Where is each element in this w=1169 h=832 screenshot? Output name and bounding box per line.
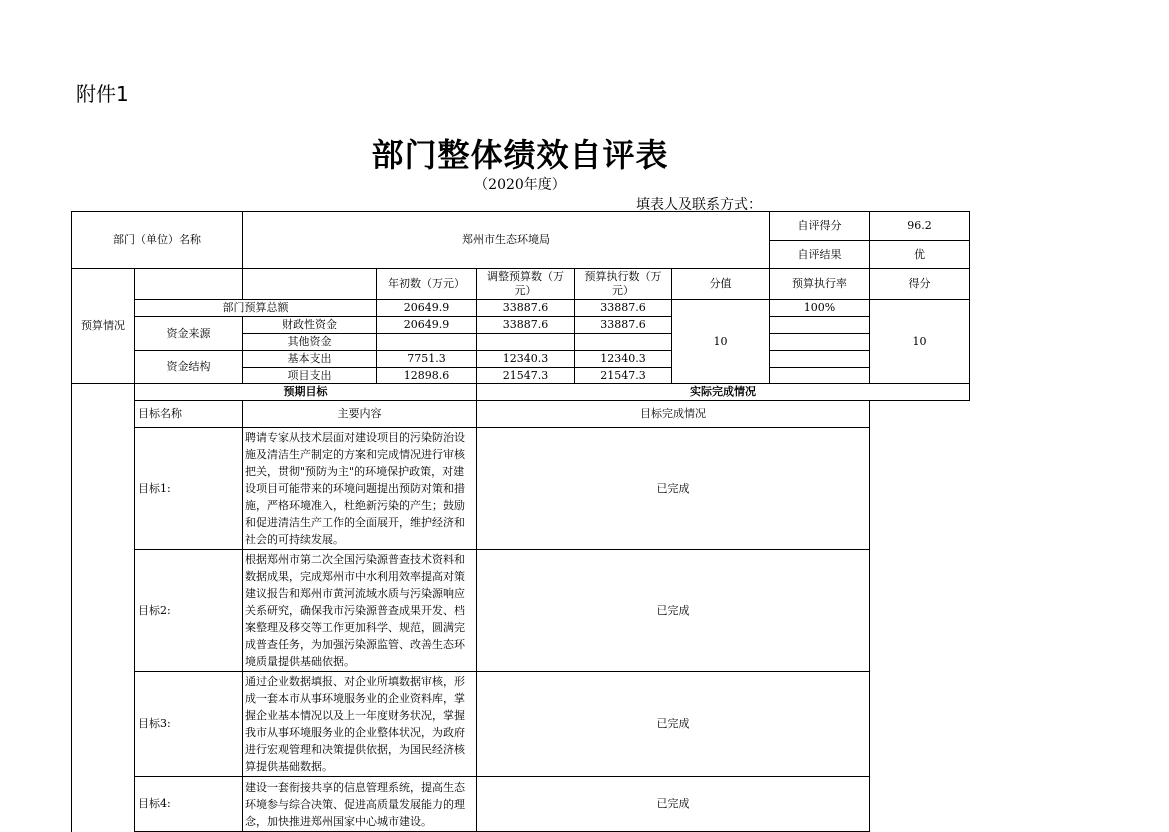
budget-points-value: 10 bbox=[672, 300, 770, 384]
blank-cell bbox=[770, 317, 870, 334]
blank-cell bbox=[135, 269, 243, 300]
blank-cell bbox=[377, 334, 477, 351]
fiscal-adjusted: 33887.6 bbox=[477, 317, 575, 334]
project-adjusted: 21547.3 bbox=[477, 368, 575, 384]
blank-cell bbox=[770, 351, 870, 368]
target-status-header: 目标完成情况 bbox=[477, 401, 870, 428]
target-row bbox=[72, 672, 970, 777]
self-score-label: 自评得分 bbox=[770, 212, 870, 241]
header-executed: 预算执行数（万元） bbox=[575, 269, 672, 300]
project-expense-label: 项目支出 bbox=[243, 368, 377, 384]
basic-expense-label: 基本支出 bbox=[243, 351, 377, 368]
self-result-value: 优 bbox=[870, 241, 970, 269]
expected-targets-label: 预期目标 bbox=[135, 384, 477, 401]
target-name: 目标2: bbox=[135, 550, 243, 672]
target-status: 已完成 bbox=[477, 428, 870, 550]
self-evaluation-table bbox=[71, 211, 970, 832]
fund-source-label: 资金来源 bbox=[135, 317, 243, 351]
fund-structure-label: 资金结构 bbox=[135, 351, 243, 384]
header-points: 分值 bbox=[672, 269, 770, 300]
filler-contact-label: 填表人及联系方式： bbox=[636, 197, 762, 213]
target-row bbox=[72, 550, 970, 672]
fiscal-initial: 20649.9 bbox=[377, 317, 477, 334]
self-score-value: 96.2 bbox=[870, 212, 970, 241]
target-status: 已完成 bbox=[477, 550, 870, 672]
project-executed: 21547.3 bbox=[575, 368, 672, 384]
target-row bbox=[72, 428, 970, 550]
total-budget-label: 部门预算总额 bbox=[135, 300, 377, 317]
target-name: 目标4: bbox=[135, 777, 243, 832]
year-subtitle: （2020年度） bbox=[474, 177, 566, 193]
fiscal-executed: 33887.6 bbox=[575, 317, 672, 334]
total-executed: 33887.6 bbox=[575, 300, 672, 317]
target-name: 目标3: bbox=[135, 672, 243, 777]
fiscal-label: 财政性资金 bbox=[243, 317, 377, 334]
targets-header-row bbox=[72, 384, 970, 401]
target-row bbox=[72, 777, 970, 832]
target-content: 根据郑州市第二次全国污染源普查技术资料和数据成果，完成郑州市中水利用效率提高对策建议报告和郑州市黄河流域水质与污染源响应关系研究，确保我市污染源普查成果开发、档案整理及移交等工作更加科学、规范，圆满完成普查任务，为加强污染源监管、改善生态环境质量提供基础依据。 bbox=[243, 550, 477, 672]
actual-completion-label: 实际完成情况 bbox=[477, 384, 970, 401]
header-initial: 年初数（万元） bbox=[377, 269, 477, 300]
target-content: 通过企业数据填报、对企业所填数据审核，形成一套本市从事环境服务业的企业资料库，掌握企业基本情况以及上一年度财务状况，掌握我市从事环境服务业的企业整体状况，为政府进行宏观管理和决策提供依据，为国民经济核算提供基础数据。 bbox=[243, 672, 477, 777]
target-name-header: 目标名称 bbox=[135, 401, 243, 428]
budget-header-row bbox=[72, 269, 970, 300]
self-result-label: 自评结果 bbox=[770, 241, 870, 269]
budget-score-value: 10 bbox=[870, 300, 970, 384]
basic-expense-row bbox=[72, 351, 970, 368]
blank-cell bbox=[770, 368, 870, 384]
project-initial: 12898.6 bbox=[377, 368, 477, 384]
header-score: 得分 bbox=[870, 269, 970, 300]
total-initial: 20649.9 bbox=[377, 300, 477, 317]
basic-adjusted: 12340.3 bbox=[477, 351, 575, 368]
dept-row bbox=[72, 212, 970, 241]
total-adjusted: 33887.6 bbox=[477, 300, 575, 317]
page-title: 部门整体绩效自评表 bbox=[371, 136, 669, 174]
target-status: 已完成 bbox=[477, 777, 870, 832]
blank-cell bbox=[575, 334, 672, 351]
dept-name-label: 部门（单位）名称 bbox=[72, 212, 243, 269]
fiscal-row bbox=[72, 317, 970, 334]
blank-cell bbox=[243, 269, 377, 300]
targets-side-cell bbox=[72, 384, 135, 832]
targets-columns-row bbox=[72, 401, 970, 428]
target-content: 聘请专家从技术层面对建设项目的污染防治设施及清洁生产制定的方案和完成情况进行审核把关，贯彻"预防为主"的环境保护政策，对建设项目可能带来的环境问题提出预防对策和措施，严格环境准入，杜绝新污染的产生；鼓励和促进清洁生产工作的全面展开，维护经济和社会的可持续发展。 bbox=[243, 428, 477, 550]
basic-initial: 7751.3 bbox=[377, 351, 477, 368]
attachment-label: 附件1 bbox=[76, 82, 129, 106]
header-rate: 预算执行率 bbox=[770, 269, 870, 300]
dept-name-value: 郑州市生态环境局 bbox=[243, 212, 770, 269]
total-rate: 100% bbox=[770, 300, 870, 317]
blank-cell bbox=[477, 334, 575, 351]
budget-section-label: 预算情况 bbox=[72, 269, 135, 384]
budget-total-row bbox=[72, 300, 970, 317]
target-content-header: 主要内容 bbox=[243, 401, 477, 428]
target-status: 已完成 bbox=[477, 672, 870, 777]
other-fund-label: 其他资金 bbox=[243, 334, 377, 351]
basic-executed: 12340.3 bbox=[575, 351, 672, 368]
target-content: 建设一套衔接共享的信息管理系统，提高生态环境参与综合决策、促进高质量发展能力的理念，加快推进郑州国家中心城市建设。 bbox=[243, 777, 477, 832]
blank-cell bbox=[770, 334, 870, 351]
header-adjusted: 调整预算数（万元） bbox=[477, 269, 575, 300]
target-name: 目标1: bbox=[135, 428, 243, 550]
